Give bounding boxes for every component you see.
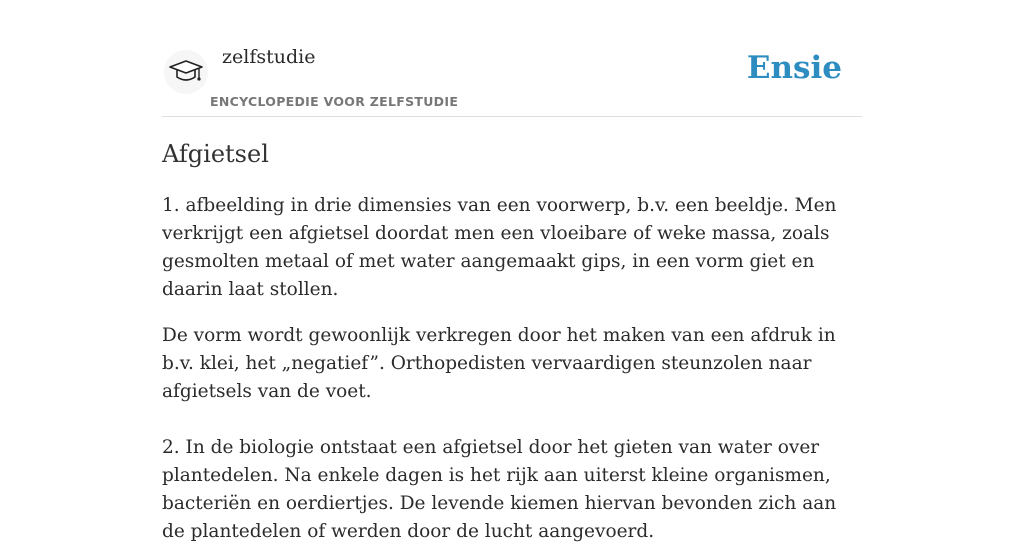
article-body [162, 192, 862, 546]
graduation-cap-svg [168, 56, 204, 88]
site-name[interactable]: zelfstudie [222, 46, 316, 68]
site-tagline: ENCYCLOPEDIE VOOR ZELFSTUDIE [210, 94, 459, 109]
graduation-cap-icon[interactable] [164, 50, 208, 94]
page-container [162, 0, 862, 542]
article-paragraph: De vorm wordt gewoonlijk verkregen door het maken van een afdruk in b.v. klei, het „negatief”. Orthopedisten vervaardigen steunzolen naar afgietsels van de voet. [162, 325, 836, 402]
site-header [162, 0, 862, 117]
page-title: Afgietsel [162, 140, 269, 168]
ensie-logo-link[interactable]: Ensie [746, 50, 842, 86]
article-paragraph: 2. In de biologie ontstaat een afgietsel door het gieten van water over plantedelen. Na enkele dagen is het rijk aan uiterst kleine organismen, bacteriën en oerdiertjes. De levende kiemen hiervan bevonden zich aan de plantedelen of werden door de lucht aangevoerd. [162, 437, 837, 542]
article-paragraph: 1. afbeelding in drie dimensies van een voorwerp, b.v. een beeldje. Men verkrijgt een afgietsel doordat men een vloeibare of weke massa, zoals gesmolten metaal of met water aangemaakt gips, in een vorm giet en daarin laat stollen. [162, 195, 837, 300]
